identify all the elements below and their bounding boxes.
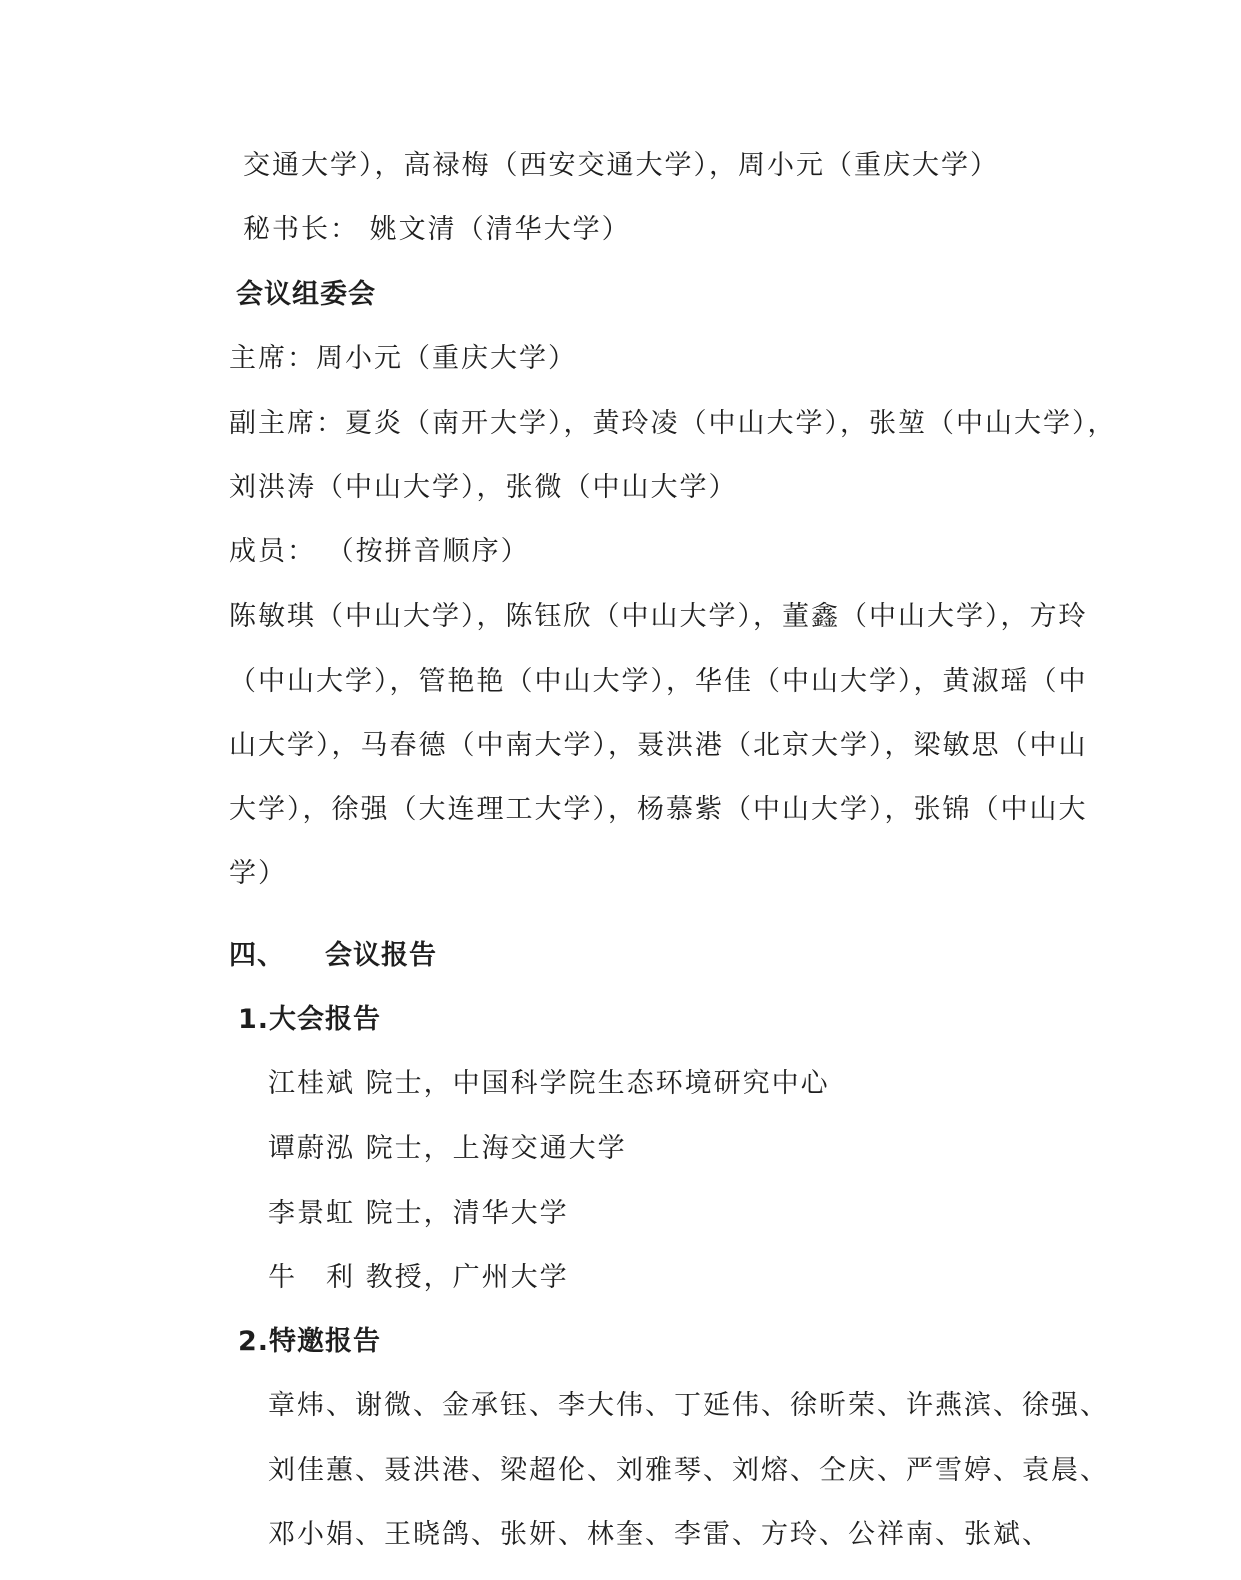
members-line: （中山大学），管艳艳（中山大学），华佳（中山大学），黄淑瑶（中 xyxy=(229,666,1088,697)
invited-heading: 2.特邀报告 xyxy=(238,1326,382,1357)
vice-chair-line: 副主席：夏炎（南开大学），黄玲凌（中山大学），张堃（中山大学）， xyxy=(229,408,1117,439)
members-line: 学） xyxy=(229,858,287,889)
secretary-general-line: 秘书长： 姚文清（清华大学） xyxy=(243,214,631,245)
plenary-speaker: 谭蔚泓 院士，上海交通大学 xyxy=(268,1133,627,1164)
plenary-speaker: 李景虹 院士，清华大学 xyxy=(268,1198,569,1229)
members-line: 大学），徐强（大连理工大学），杨慕紫（中山大学），张锦（中山大 xyxy=(229,794,1088,825)
invited-speakers-line: 章炜、谢微、金承钰、李大伟、丁延伟、徐昕荣、许燕滨、徐强、 xyxy=(268,1390,1109,1421)
plenary-heading: 1.大会报告 xyxy=(238,1004,382,1035)
section-number: 四、 xyxy=(229,940,285,971)
members-label: 成员： （按拼音顺序） xyxy=(229,536,530,567)
chair-line: 主席：周小元（重庆大学） xyxy=(229,343,577,374)
text-line: 交通大学），高禄梅（西安交通大学），周小元（重庆大学） xyxy=(243,150,999,181)
organizing-committee-heading: 会议组委会 xyxy=(236,279,376,310)
invited-speakers-line: 邓小娟、王晓鸽、张妍、林奎、李雷、方玲、公祥南、张斌、 xyxy=(268,1519,1051,1550)
members-line: 陈敏琪（中山大学），陈钰欣（中山大学），董鑫（中山大学），方玲 xyxy=(229,601,1088,632)
invited-speakers-line: 刘佳蕙、聂洪港、梁超伦、刘雅琴、刘熔、仝庆、严雪婷、袁晨、 xyxy=(268,1455,1109,1486)
section-title: 会议报告 xyxy=(325,940,437,971)
plenary-speaker: 江桂斌 院士，中国科学院生态环境研究中心 xyxy=(268,1068,830,1099)
plenary-speaker: 牛 利 教授，广州大学 xyxy=(268,1262,569,1293)
vice-chair-line: 刘洪涛（中山大学），张微（中山大学） xyxy=(229,472,738,503)
members-line: 山大学），马春德（中南大学），聂洪港（北京大学），梁敏思（中山 xyxy=(229,730,1088,761)
section-heading xyxy=(229,938,437,974)
